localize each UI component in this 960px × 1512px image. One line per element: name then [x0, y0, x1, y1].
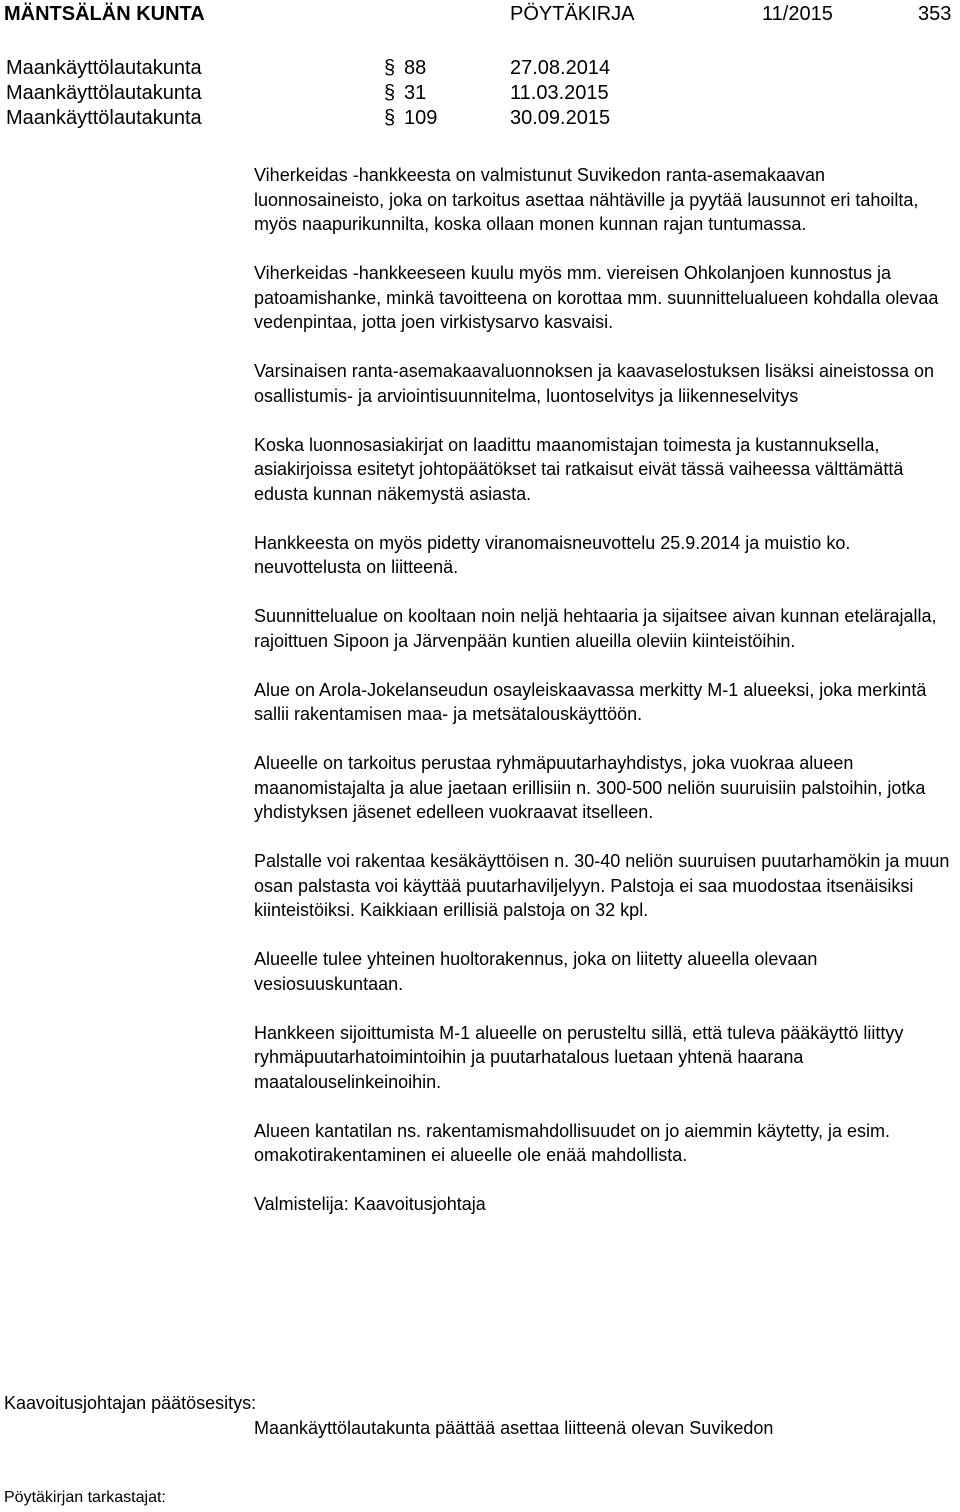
- section-sign-icon: §: [384, 107, 396, 129]
- paragraph: Varsinaisen ranta-asemakaavaluonnoksen ja kaavaselostuksen lisäksi aineistossa on osallistumis- ja arviointisuunnitelma, luontoselvitys ja liikenneselvitys: [254, 361, 935, 406]
- paragraph: Viherkeidas -hankkeesta on valmistunut Suvikedon ranta-asemakaavan luonnosaineisto, joka on tarkoitus asettaa nähtäville ja pyytää lausunnot eri tahoilta, myös naapurikunnilta, koska ollaan monen kunnan rajan tuntumassa.: [254, 165, 919, 234]
- paragraph: Alueelle tulee yhteinen huoltorakennus, joka on liitetty alueella olevaan vesiosuuskuntaan.: [254, 949, 818, 994]
- paragraph: Hankkeen sijoittumista M-1 alueelle on perusteltu sillä, että tuleva pääkäyttö liittyy ryhmäpuutarhatoimintoihin ja puutarhatalous luetaan yhtenä haarana maatalouselinkeinoihin.: [254, 1022, 904, 1092]
- meeting-references: [0, 56, 960, 131]
- meeting-section: [384, 106, 437, 131]
- meeting-body: Maankäyttölautakunta: [6, 107, 202, 129]
- paragraph: Viherkeidas -hankkeeseen kuulu myös mm. viereisen Ohkolanjoen kunnostus ja patoamishanke, minkä tavoitteena on korottaa mm. suunnittelualueen kohdalla olevaa vedenpintaa, jotta joen virkistysarvo kasvaisi.: [254, 263, 939, 332]
- paragraph: Koska luonnosasiakirjat on laadittu maanomistajan toimesta ja kustannuksella, asiakirjoissa esitetyt johtopäätökset tai ratkaisut eivät tässä vaiheessa välttämättä edusta kunnan näkemystä asiasta.: [254, 434, 904, 504]
- document-number: 11/2015: [762, 3, 833, 25]
- section-sign-icon: §: [384, 82, 396, 104]
- paragraph: Alueen kantatilan ns. rakentamismahdollisuudet on jo aiemmin käytetty, ja esim. omakotirakentaminen ei alueelle ole enää mahdollista.: [254, 1120, 890, 1165]
- body-text: [254, 163, 960, 1217]
- meeting-date: 11.03.2015: [510, 82, 609, 104]
- document-type: PÖYTÄKIRJA: [510, 3, 635, 25]
- decision-proposal-text: Maankäyttölautakunta päättää asettaa liitteenä olevan Suvikedon: [254, 1418, 774, 1438]
- section-number: 31: [404, 82, 427, 104]
- minutes-checkers-label: Pöytäkirjan tarkastajat:: [4, 1489, 166, 1506]
- paragraph: Alueelle on tarkoitus perustaa ryhmäpuutarhayhdistys, joka vuokraa alueen maanomistajalta ja alue jaetaan erillisiin n. 300-500 neliön suuruisiin palstoihin, jotka yhdistyksen jäsenet edelleen vuokraavat itselleen.: [254, 753, 926, 822]
- organization-name: MÄNTSÄLÄN KUNTA: [4, 3, 205, 25]
- meeting-date: 27.08.2014: [510, 57, 611, 79]
- meeting-section: [384, 81, 426, 106]
- page-number: 353: [918, 3, 952, 25]
- paragraph: Suunnittelualue on kooltaan noin neljä hehtaaria ja sijaitsee aivan kunnan etelärajalla, rajoittuen Sipoon ja Järvenpään kuntien alueilla oleviin kiinteistöihin.: [254, 606, 937, 651]
- meeting-date: 30.09.2015: [510, 107, 611, 129]
- section-sign-icon: §: [384, 57, 396, 79]
- paragraph: Alue on Arola-Jokelanseudun osayleiskaavassa merkitty M-1 alueeksi, joka merkintä sallii rakentamisen maa- ja metsätalouskäyttöön.: [254, 679, 927, 724]
- meeting-body: Maankäyttölautakunta: [6, 82, 202, 104]
- meeting-body: Maankäyttölautakunta: [6, 57, 202, 79]
- meeting-row: [0, 56, 960, 81]
- meeting-row: [0, 106, 960, 131]
- paragraph: Palstalle voi rakentaa kesäkäyttöisen n. 30-40 neliön suuruisen puutarhamökin ja muun osan palstasta voi käyttää puutarhaviljelyyn. Palstoja ei saa muodostaa itsenäisiksi kiinteistöiksi. Kaikkiaan erillisiä palstoja on 32 kpl.: [254, 851, 950, 920]
- decision-proposal-label: Kaavoitusjohtajan päätösesitys:: [4, 1393, 257, 1413]
- section-number: 88: [404, 57, 427, 79]
- section-number: 109: [404, 107, 438, 129]
- preparer-line: Valmistelija: Kaavoitusjohtaja: [254, 1194, 486, 1214]
- meeting-section: [384, 56, 426, 81]
- meeting-row: [0, 81, 960, 106]
- paragraph: Hankkeesta on myös pidetty viranomaisneuvottelu 25.9.2014 ja muistio ko. neuvottelusta on liitteenä.: [254, 532, 851, 577]
